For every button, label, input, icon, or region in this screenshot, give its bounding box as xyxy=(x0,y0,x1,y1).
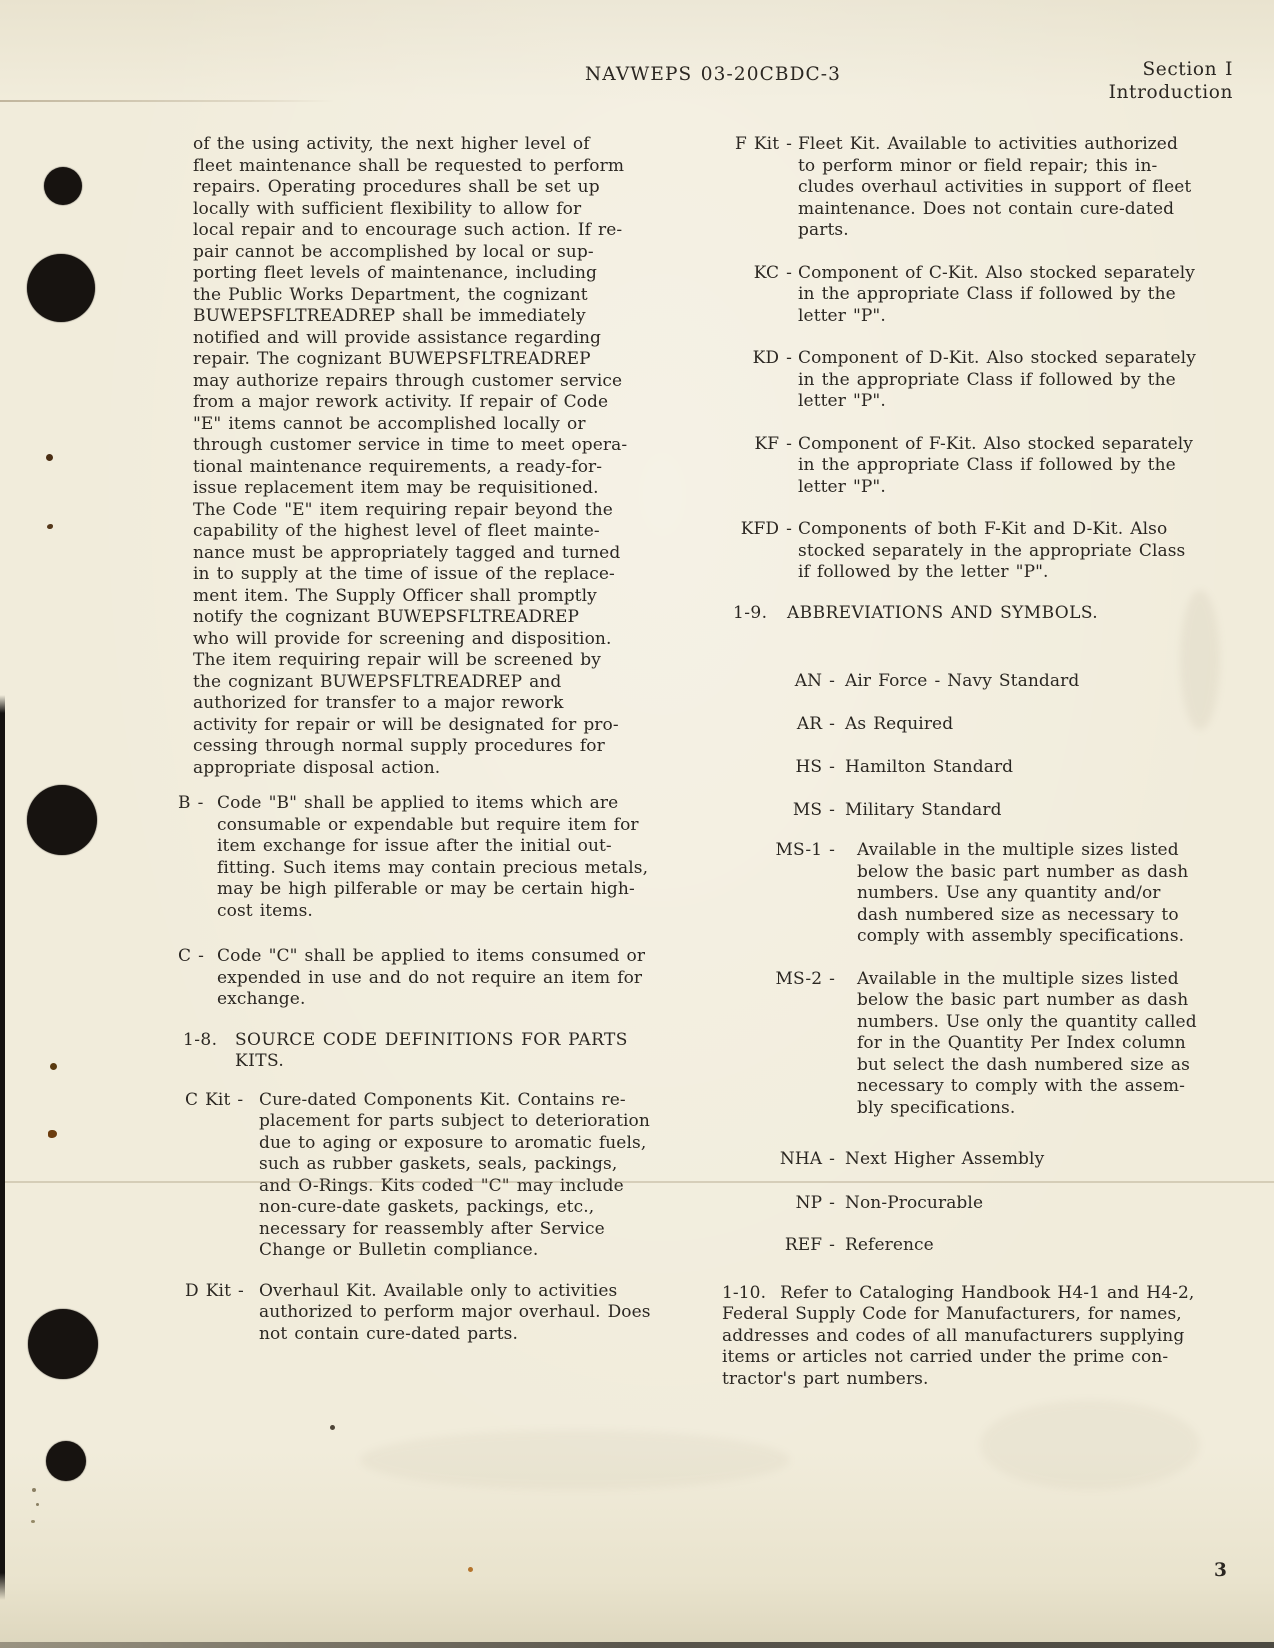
text-line: SOURCE CODE DEFINITIONS FOR PARTS xyxy=(235,1029,628,1050)
text-line: Component of F-Kit. Also stocked separately xyxy=(798,433,1193,454)
abbr-term-hs: HS - xyxy=(795,757,835,777)
abbr-term-np: NP - xyxy=(795,1192,835,1213)
ink-speck xyxy=(468,1567,473,1572)
text-line: cessing through normal supply procedures for xyxy=(193,736,605,756)
text-line: The item requiring repair will be screened by xyxy=(193,650,601,670)
code-c-text xyxy=(217,946,645,1011)
ink-speck xyxy=(330,1425,335,1430)
f-kit-item xyxy=(722,134,1245,242)
text-line: capability of the highest level of fleet mainte- xyxy=(193,521,600,541)
abbr-term-ar: AR - xyxy=(796,713,835,734)
text-line: numbers. Use any quantity and/or xyxy=(857,883,1161,903)
abbr-term-ms1: MS-1 - xyxy=(775,840,835,860)
text-line: in the appropriate Class if followed by the xyxy=(798,455,1176,475)
text-line: porting fleet levels of maintenance, including xyxy=(193,263,597,283)
abbr-row-np xyxy=(722,1193,1245,1215)
text-line: Overhaul Kit. Available only to activities xyxy=(259,1280,618,1301)
code-b-label: B - xyxy=(178,793,204,813)
abbr-def-np xyxy=(845,1193,983,1215)
page-number: 3 xyxy=(1214,1560,1227,1581)
c-kit-item xyxy=(178,1090,683,1262)
scan-artifact-line xyxy=(0,100,335,102)
abbr-def-ms2 xyxy=(857,969,1197,1120)
text-line: cludes overhaul activities in support of fleet xyxy=(798,177,1192,197)
hole-punch-mark xyxy=(27,785,97,855)
left-column xyxy=(178,134,683,1345)
kfd-label: KFD - xyxy=(740,519,792,539)
text-line: in the appropriate Class if followed by the xyxy=(798,369,1176,390)
text-line: numbers. Use only the quantity called xyxy=(857,1011,1197,1032)
text-line: letter "P". xyxy=(798,476,886,497)
text-line: Military Standard xyxy=(845,799,1002,820)
heading-1-8 xyxy=(178,1030,683,1073)
c-kit-label: C Kit - xyxy=(185,1089,244,1110)
text-line: Non-Procurable xyxy=(845,1192,984,1213)
heading-1-9 xyxy=(722,603,1245,625)
abbr-def-hs xyxy=(845,757,1013,779)
kf-text xyxy=(798,434,1193,499)
text-line: ment item. The Supply Officer shall promptly xyxy=(193,585,597,606)
right-column xyxy=(722,134,1245,1390)
text-line: notified and will provide assistance regarding xyxy=(193,327,602,348)
text-line: authorized to perform major overhaul. Does xyxy=(259,1302,651,1322)
text-line: tractor's part numbers. xyxy=(722,1368,929,1389)
kf-item xyxy=(722,434,1245,499)
text-line: below the basic part number as dash xyxy=(857,861,1189,882)
text-line: expended in use and do not require an item for xyxy=(217,967,643,988)
text-line: Air Force - Navy Standard xyxy=(845,671,1080,691)
text-line: Component of C-Kit. Also stocked separately xyxy=(798,262,1195,283)
text-line: the cognizant BUWEPSFLTREADREP and xyxy=(193,671,562,692)
text-line: pair cannot be accomplished by local or sup- xyxy=(193,241,594,262)
section-subtitle: Introduction xyxy=(1108,82,1233,103)
abbr-term-nha: NHA - xyxy=(779,1149,835,1169)
text-line: for in the Quantity Per Index column xyxy=(857,1033,1186,1053)
section-title: Section I xyxy=(1142,59,1233,80)
page-edge-shadow xyxy=(0,1642,1274,1648)
text-line: necessary for reassembly after Service xyxy=(259,1218,605,1239)
kc-text xyxy=(798,263,1195,328)
ink-speck xyxy=(48,1130,57,1138)
text-line: activity for repair or will be designated for pro- xyxy=(193,714,619,735)
text-line: nance must be appropriately tagged and turned xyxy=(193,542,621,563)
text-line: Components of both F-Kit and D-Kit. Also xyxy=(798,519,1168,539)
text-line: Hamilton Standard xyxy=(845,757,1014,777)
text-line: dash numbered size as necessary to xyxy=(857,904,1179,925)
page-edge-shadow xyxy=(0,695,5,1600)
text-line: repair. The cognizant BUWEPSFLTREADREP xyxy=(193,349,591,369)
text-line: "E" items cannot be accomplished locally or xyxy=(193,413,586,434)
text-line: comply with assembly specifications. xyxy=(857,926,1185,946)
ink-speck xyxy=(47,524,53,529)
d-kit-text xyxy=(259,1281,651,1346)
abbr-term-ms2: MS-2 - xyxy=(775,968,835,989)
c-kit-text xyxy=(259,1090,650,1262)
text-line: The Code "E" item requiring repair beyond the xyxy=(193,499,613,520)
text-line: such as rubber gaskets, seals, packings, xyxy=(259,1154,618,1174)
code-b-text xyxy=(217,793,648,922)
section-header xyxy=(1109,58,1233,104)
text-line: the Public Works Department, the cognizant xyxy=(193,284,588,305)
abbr-row-ms1 xyxy=(722,840,1245,948)
text-line: stocked separately in the appropriate Class xyxy=(798,540,1186,561)
d-kit-label: D Kit - xyxy=(185,1280,244,1301)
text-line: of the using activity, the next higher level of xyxy=(193,134,590,154)
text-line: appropriate disposal action. xyxy=(193,757,441,778)
text-line: BUWEPSFLTREADREP shall be immediately xyxy=(193,306,586,326)
text-line: and O-Rings. Kits coded "C" may include xyxy=(259,1175,624,1196)
text-line: addresses and codes of all manufacturers supplying xyxy=(722,1325,1185,1346)
f-kit-label: F Kit - xyxy=(734,134,792,154)
text-line: notify the cognizant BUWEPSFLTREADREP xyxy=(193,607,580,627)
text-line: Cure-dated Components Kit. Contains re- xyxy=(259,1089,626,1110)
heading-1-8-text xyxy=(235,1030,628,1073)
code-c-item xyxy=(178,946,683,1011)
abbr-row-hs xyxy=(722,757,1245,779)
text-line: necessary to comply with the assem- xyxy=(857,1076,1185,1096)
text-line: Federal Supply Code for Manufacturers, for names, xyxy=(722,1304,1182,1324)
text-line: Code "C" shall be applied to items consumed or xyxy=(217,946,646,966)
text-line: due to aging or exposure to aromatic fuels, xyxy=(259,1132,647,1153)
abbr-row-an xyxy=(722,671,1245,693)
heading-1-9-text: ABBREVIATIONS AND SYMBOLS. xyxy=(787,602,1099,623)
abbr-def-ms1 xyxy=(857,840,1188,948)
text-line: letter "P". xyxy=(798,305,886,326)
text-line: fleet maintenance shall be requested to perform xyxy=(193,155,625,176)
text-line: below the basic part number as dash xyxy=(857,990,1189,1010)
abbr-def-ref xyxy=(845,1235,934,1257)
text-line: issue replacement item may be requisitioned. xyxy=(193,478,599,498)
d-kit-item xyxy=(178,1281,683,1346)
text-line: parts. xyxy=(798,220,849,240)
text-line: fitting. Such items may contain precious metals, xyxy=(217,857,649,878)
text-line: Code "B" shall be applied to items which are xyxy=(217,793,619,813)
abbr-row-ref xyxy=(722,1235,1245,1257)
text-line: tional maintenance requirements, a ready-for- xyxy=(193,456,603,477)
text-line: Available in the multiple sizes listed xyxy=(857,968,1179,989)
ink-speck xyxy=(31,1520,35,1523)
abbr-def-ar xyxy=(845,714,953,736)
kd-text xyxy=(798,348,1196,413)
bleed-through-smudge xyxy=(360,1430,790,1490)
text-line: may be high pilferable or may be certain high- xyxy=(217,879,635,899)
abbr-def-an xyxy=(845,671,1079,693)
text-line: from a major rework activity. If repair of Code xyxy=(193,392,609,412)
ink-speck xyxy=(46,454,53,461)
text-line: Reference xyxy=(845,1235,934,1255)
kd-label: KD - xyxy=(752,348,792,368)
abbr-term-ref: REF - xyxy=(784,1235,835,1255)
ink-speck xyxy=(50,1063,57,1070)
abbr-row-ms2 xyxy=(722,969,1245,1120)
heading-1-9-number: 1-9. xyxy=(733,602,768,623)
text-line: maintenance. Does not contain cure-dated xyxy=(798,198,1175,219)
hole-punch-mark xyxy=(27,254,95,322)
ink-speck xyxy=(36,1503,39,1506)
hole-punch-mark xyxy=(44,167,82,205)
text-line: repairs. Operating procedures shall be set up xyxy=(193,177,600,197)
kc-label: KC - xyxy=(753,262,792,283)
text-line: 1-10. Refer to Cataloging Handbook H4-1 and H4-2, xyxy=(722,1282,1195,1303)
text-line: Fleet Kit. Available to activities authorized xyxy=(798,134,1178,154)
text-line: Component of D-Kit. Also stocked separately xyxy=(798,348,1196,368)
code-c-label: C - xyxy=(178,946,204,966)
text-line: not contain cure-dated parts. xyxy=(259,1323,518,1344)
abbr-def-ms xyxy=(845,800,1002,822)
text-line: in the appropriate Class if followed by the xyxy=(798,284,1176,304)
abbr-term-an: AN - xyxy=(794,671,835,691)
text-line: to perform minor or field repair; this in- xyxy=(798,155,1158,176)
text-line: exchange. xyxy=(217,989,306,1009)
text-line: cost items. xyxy=(217,900,313,921)
text-line: non-cure-date gaskets, packings, etc., xyxy=(259,1197,595,1217)
kf-label: KF - xyxy=(754,433,792,454)
kfd-item xyxy=(722,519,1245,584)
text-line: consumable or expendable but require item for xyxy=(217,814,639,835)
text-line: who will provide for screening and disposition. xyxy=(193,628,612,649)
text-line: may authorize repairs through customer service xyxy=(193,370,623,391)
ink-speck xyxy=(32,1488,36,1492)
text-line: if followed by the letter "P". xyxy=(798,562,1049,582)
abbr-row-nha xyxy=(722,1149,1245,1171)
abbr-def-nha xyxy=(845,1149,1044,1171)
text-line: in to supply at the time of issue of the replace- xyxy=(193,564,615,584)
bleed-through-smudge xyxy=(980,1400,1200,1490)
text-line: but select the dash numbered size as xyxy=(857,1054,1190,1075)
hole-punch-mark xyxy=(28,1309,98,1379)
hole-punch-mark xyxy=(46,1441,86,1481)
paragraph-1-10 xyxy=(722,1283,1245,1391)
intro-paragraph xyxy=(178,134,683,779)
kc-item xyxy=(722,263,1245,328)
abbr-term-ms: MS - xyxy=(792,799,835,820)
abbr-row-ms xyxy=(722,800,1245,822)
text-line: authorized for transfer to a major rework xyxy=(193,693,564,713)
text-line: As Required xyxy=(845,713,954,734)
text-line: Next Higher Assembly xyxy=(845,1149,1045,1169)
text-line: Available in the multiple sizes listed xyxy=(857,840,1179,860)
doc-number: NAVWEPS 03-20CBDC-3 xyxy=(585,64,841,85)
text-line: Change or Bulletin compliance. xyxy=(259,1240,539,1260)
text-line: local repair and to encourage such action. If re- xyxy=(193,220,623,240)
text-line: item exchange for issue after the initial out- xyxy=(217,836,612,856)
kd-item xyxy=(722,348,1245,413)
text-line: locally with sufficient flexibility to allow for xyxy=(193,198,582,219)
code-b-item xyxy=(178,793,683,922)
text-line: letter "P". xyxy=(798,391,886,411)
text-line: placement for parts subject to deterioration xyxy=(259,1111,650,1131)
text-line: bly specifications. xyxy=(857,1097,1016,1118)
text-line: through customer service in time to meet opera- xyxy=(193,435,628,455)
abbr-row-ar xyxy=(722,714,1245,736)
kfd-text xyxy=(798,519,1185,584)
heading-1-8-number: 1-8. xyxy=(183,1029,218,1050)
f-kit-text xyxy=(798,134,1191,242)
text-line: items or articles not carried under the prime con- xyxy=(722,1347,1169,1367)
text-line: KITS. xyxy=(235,1051,285,1071)
